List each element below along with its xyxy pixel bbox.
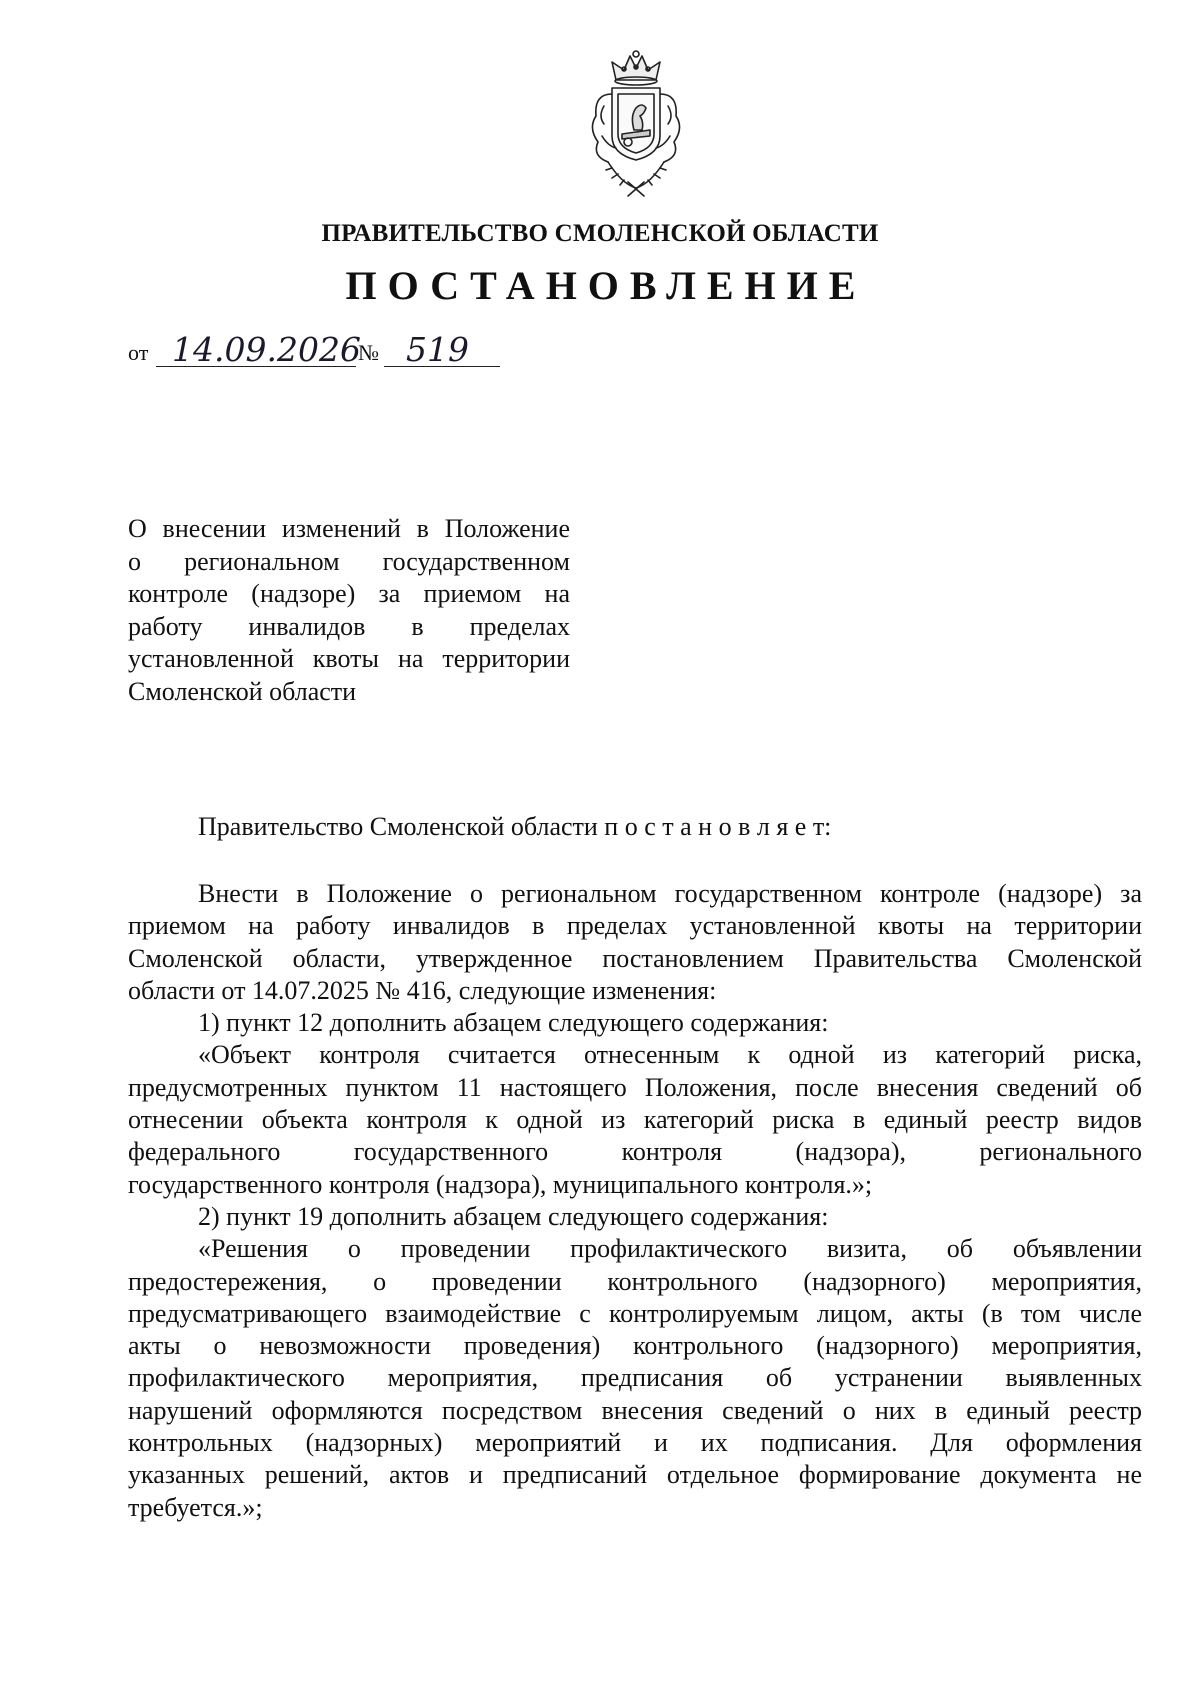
body-line: Смоленской области, утвержденное постановлением Правительства Смоленской bbox=[128, 943, 1142, 973]
title-line: установленной квоты на территории bbox=[128, 644, 570, 673]
body-line: нарушений оформляются посредством внесения сведений о них в единый реестр bbox=[128, 1395, 1142, 1425]
body-line: предостережения, о проведении контрольного (надзорного) мероприятия, bbox=[128, 1266, 1142, 1296]
body-line: 1) пункт 12 дополнить абзацем следующего содержания: bbox=[198, 1008, 829, 1038]
preamble: Правительство Смоленской области п о с т а н о в л я е т: bbox=[198, 812, 832, 841]
coat-of-arms-emblem bbox=[578, 50, 694, 198]
body-line: области от 14.07.2025 № 416, следующие изменения: bbox=[128, 975, 717, 1005]
body-line: федерального государственного контроля (надзора), регионального bbox=[128, 1137, 1142, 1167]
title-line: контроле (надзоре) за приемом на bbox=[128, 579, 570, 608]
body-line: приемом на работу инвалидов в пределах установленной квоты на территории bbox=[128, 911, 1142, 941]
body-line: государственного контроля (надзора), муниципального контроля.»; bbox=[128, 1169, 873, 1199]
body-line: «Объект контроля считается отнесенным к одной из категорий риска, bbox=[198, 1040, 1142, 1070]
document-type: ПОСТАНОВЛЕНИЕ bbox=[345, 263, 867, 308]
handwritten-number: 519 bbox=[406, 330, 469, 369]
handwritten-date: 14.09.2026 bbox=[172, 330, 361, 369]
number-label: № bbox=[358, 340, 379, 365]
body-line: предусмотренных пунктом 11 настоящего Положения, после внесения сведений об bbox=[128, 1072, 1142, 1102]
body-line: акты о невозможности проведения) контрольного (надзорного) мероприятия, bbox=[128, 1331, 1142, 1361]
body-line: предусматривающего взаимодействие с контролируемым лицом, акты (в том числе bbox=[128, 1298, 1142, 1328]
title-line: о региональном государственном bbox=[128, 546, 570, 576]
organization-name: ПРАВИТЕЛЬСТВО СМОЛЕНСКОЙ ОБЛАСТИ bbox=[321, 220, 879, 247]
body-line: 2) пункт 19 дополнить абзацем следующего содержания: bbox=[198, 1201, 829, 1231]
body-line: требуется.»; bbox=[128, 1492, 263, 1522]
body-line: указанных решений, актов и предписаний отдельное формирование документа не bbox=[128, 1460, 1142, 1490]
body-line: Внести в Положение о региональном государственном контроле (надзоре) за bbox=[198, 879, 1142, 908]
date-label: от bbox=[128, 340, 149, 365]
title-line: Смоленской области bbox=[128, 676, 357, 706]
date-number-line bbox=[128, 328, 558, 372]
body-line: профилактического мероприятия, предписания об устранении выявленных bbox=[128, 1363, 1142, 1393]
body-line: отнесении объекта контроля к одной из категорий риска в единый реестр видов bbox=[128, 1105, 1142, 1135]
body-line: контрольных (надзорных) мероприятий и их подписания. Для оформления bbox=[128, 1428, 1142, 1458]
document-title bbox=[128, 513, 570, 708]
title-line: О внесении изменений в Положение bbox=[128, 514, 570, 543]
document-body bbox=[128, 878, 1142, 1524]
title-line: работу инвалидов в пределах bbox=[128, 611, 570, 641]
body-line: «Решения о проведении профилактического визита, об объявлении bbox=[198, 1234, 1142, 1264]
